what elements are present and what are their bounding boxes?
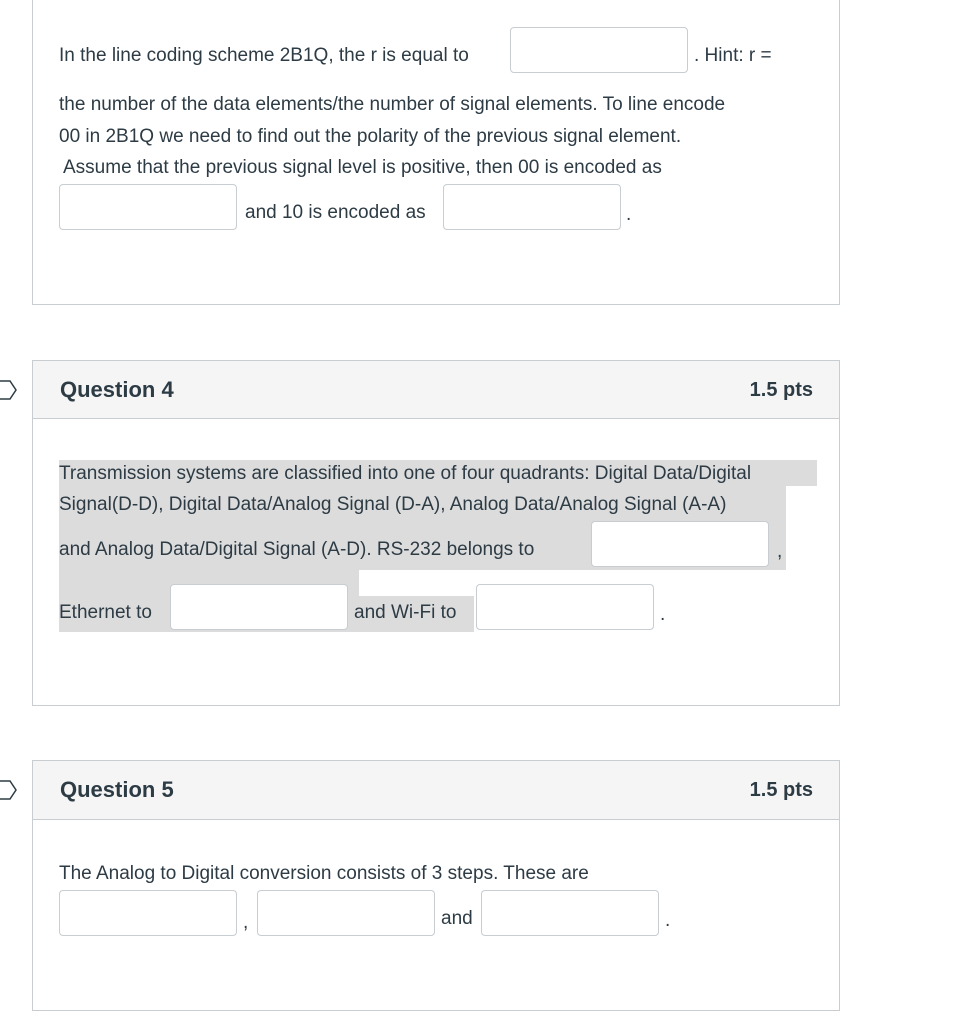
q4-text-1: Transmission systems are classified into one of four quadrants: Digital Data/Digital: [59, 463, 752, 484]
q4-text-3: and Analog Data/Digital Signal (A-D). RS-232 belongs to: [59, 539, 535, 560]
q4-ethernet-label: Ethernet to: [59, 602, 152, 623]
q5-step1-input[interactable]: [59, 890, 237, 936]
q5-and: and: [441, 908, 473, 929]
question-4-title: Question 4: [60, 377, 174, 402]
q4-text-2: Signal(D-D), Digital Data/Analog Signal (D-A), Analog Data/Analog Signal (A-A): [59, 494, 727, 515]
q5-step3-input[interactable]: [481, 890, 659, 936]
question-5-header: [32, 760, 840, 821]
question-4-header: [32, 360, 840, 420]
q3-r-input[interactable]: [510, 27, 688, 73]
q4-ethernet-input[interactable]: [170, 584, 348, 630]
q3-text-4: Assume that the previous signal level is positive, then 00 is encoded as: [63, 157, 662, 178]
question-4-points: 1.5 pts: [749, 379, 813, 401]
q3-text-2: the number of the data elements/the number of signal elements. To line encode: [59, 94, 726, 115]
q3-text-1: In the line coding scheme 2B1Q, the r is equal to: [59, 45, 469, 66]
q3-hint: . Hint: r =: [694, 45, 772, 66]
q4-wifi-input[interactable]: [476, 584, 654, 630]
q3-00-input[interactable]: [59, 184, 237, 230]
q3-10-input[interactable]: [443, 184, 621, 230]
q3-and10: and 10 is encoded as: [245, 202, 426, 223]
question-5-points: 1.5 pts: [749, 779, 813, 801]
q4-wifi-label: and Wi-Fi to: [354, 602, 457, 623]
q4-period: .: [660, 604, 666, 625]
q3-period: .: [626, 204, 632, 225]
q5-step2-input[interactable]: [257, 890, 435, 936]
q4-rs232-input[interactable]: [591, 521, 769, 567]
question-5-title: Question 5: [60, 777, 174, 802]
q3-text-3: 00 in 2B1Q we need to find out the polarity of the previous signal element.: [59, 126, 682, 147]
bookmark-flag-icon[interactable]: [0, 780, 18, 800]
q5-period: .: [665, 910, 671, 931]
bookmark-flag-icon[interactable]: [0, 380, 18, 400]
q5-text-1: The Analog to Digital conversion consists of 3 steps. These are: [59, 863, 589, 884]
q5-comma: ,: [243, 912, 249, 933]
q4-comma: ,: [777, 541, 783, 562]
